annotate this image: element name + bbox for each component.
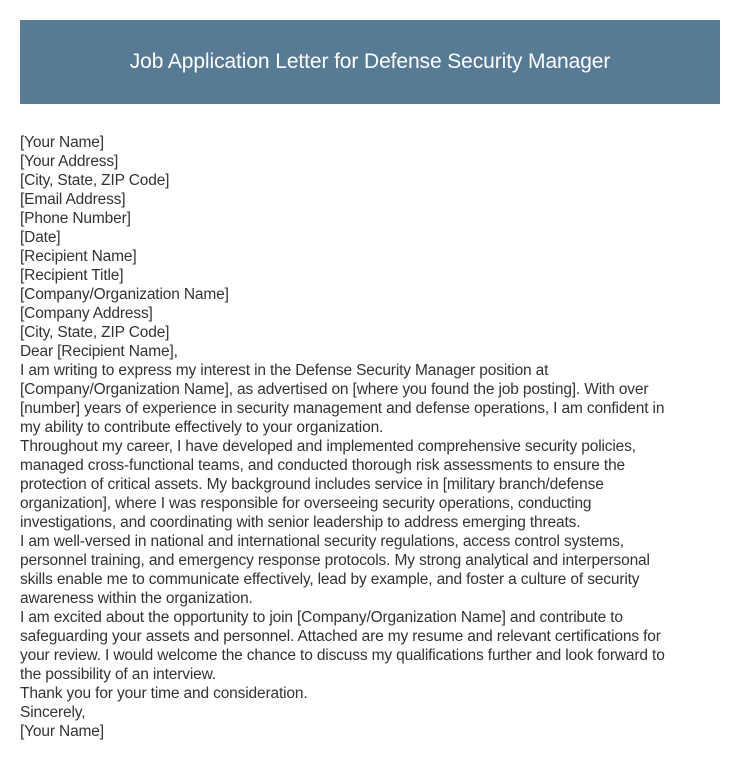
- recipient-address: [Company Address]: [20, 305, 153, 322]
- recipient-city-state-zip: [City, State, ZIP Code]: [20, 324, 170, 341]
- paragraph-line: safeguarding your assets and personnel. Attached are my resume and relevant certifications for: [20, 628, 661, 645]
- sender-block: [20, 133, 720, 228]
- paragraph-line: protection of critical assets. My background includes service in [military branch/defense: [20, 476, 604, 493]
- sender-name: [Your Name]: [20, 134, 104, 151]
- recipient-name: [Recipient Name]: [20, 248, 137, 265]
- paragraph-line: Throughout my career, I have developed and implemented comprehensive security policies,: [20, 438, 636, 455]
- paragraph-line: my ability to contribute effectively to your organization.: [20, 419, 384, 436]
- paragraph-line: the possibility of an interview.: [20, 666, 216, 683]
- closing: Sincerely,: [20, 704, 86, 721]
- sender-address: [Your Address]: [20, 153, 119, 170]
- paragraph-line: [Company/Organization Name], as advertised on [where you found the job posting]. With over: [20, 381, 649, 398]
- paragraph-line: I am well-versed in national and international security regulations, access control systems,: [20, 533, 624, 550]
- paragraph-skills: [20, 532, 720, 608]
- paragraph-line: [number] years of experience in security management and defense operations, I am confident in: [20, 400, 665, 417]
- sender-city-state-zip: [City, State, ZIP Code]: [20, 172, 170, 189]
- letter-header: [20, 20, 720, 104]
- recipient-title: [Recipient Title]: [20, 267, 124, 284]
- page-title: Job Application Letter for Defense Security Manager: [129, 50, 611, 73]
- letter-date: [Date]: [20, 229, 61, 246]
- salutation: Dear [Recipient Name],: [20, 343, 178, 360]
- paragraph-line: personnel training, and emergency response protocols. My strong analytical and interpersonal: [20, 552, 650, 569]
- sender-phone: [Phone Number]: [20, 210, 131, 227]
- sender-email: [Email Address]: [20, 191, 126, 208]
- paragraph-line: managed cross-functional teams, and conducted thorough risk assessments to ensure the: [20, 457, 626, 474]
- letter-body: [20, 133, 720, 741]
- recipient-block: [20, 247, 720, 342]
- paragraph-line: awareness within the organization.: [20, 590, 253, 607]
- signature: [Your Name]: [20, 723, 104, 740]
- recipient-company: [Company/Organization Name]: [20, 286, 229, 303]
- paragraph-line: organization], where I was responsible for overseeing security operations, conducting: [20, 495, 592, 512]
- paragraph-line: your review. I would welcome the chance to discuss my qualifications further and look forward to: [20, 647, 665, 664]
- paragraph-closing: [20, 608, 720, 684]
- paragraph-line: skills enable me to communicate effectively, lead by example, and foster a culture of security: [20, 571, 640, 588]
- paragraph-experience: [20, 437, 720, 532]
- paragraph-line: I am writing to express my interest in the Defense Security Manager position at: [20, 362, 549, 379]
- paragraph-intro: [20, 361, 720, 437]
- paragraph-line: investigations, and coordinating with senior leadership to address emerging threats.: [20, 514, 581, 531]
- thank-you-line: Thank you for your time and consideration.: [20, 685, 308, 702]
- paragraph-line: I am excited about the opportunity to join [Company/Organization Name] and contribute to: [20, 609, 623, 626]
